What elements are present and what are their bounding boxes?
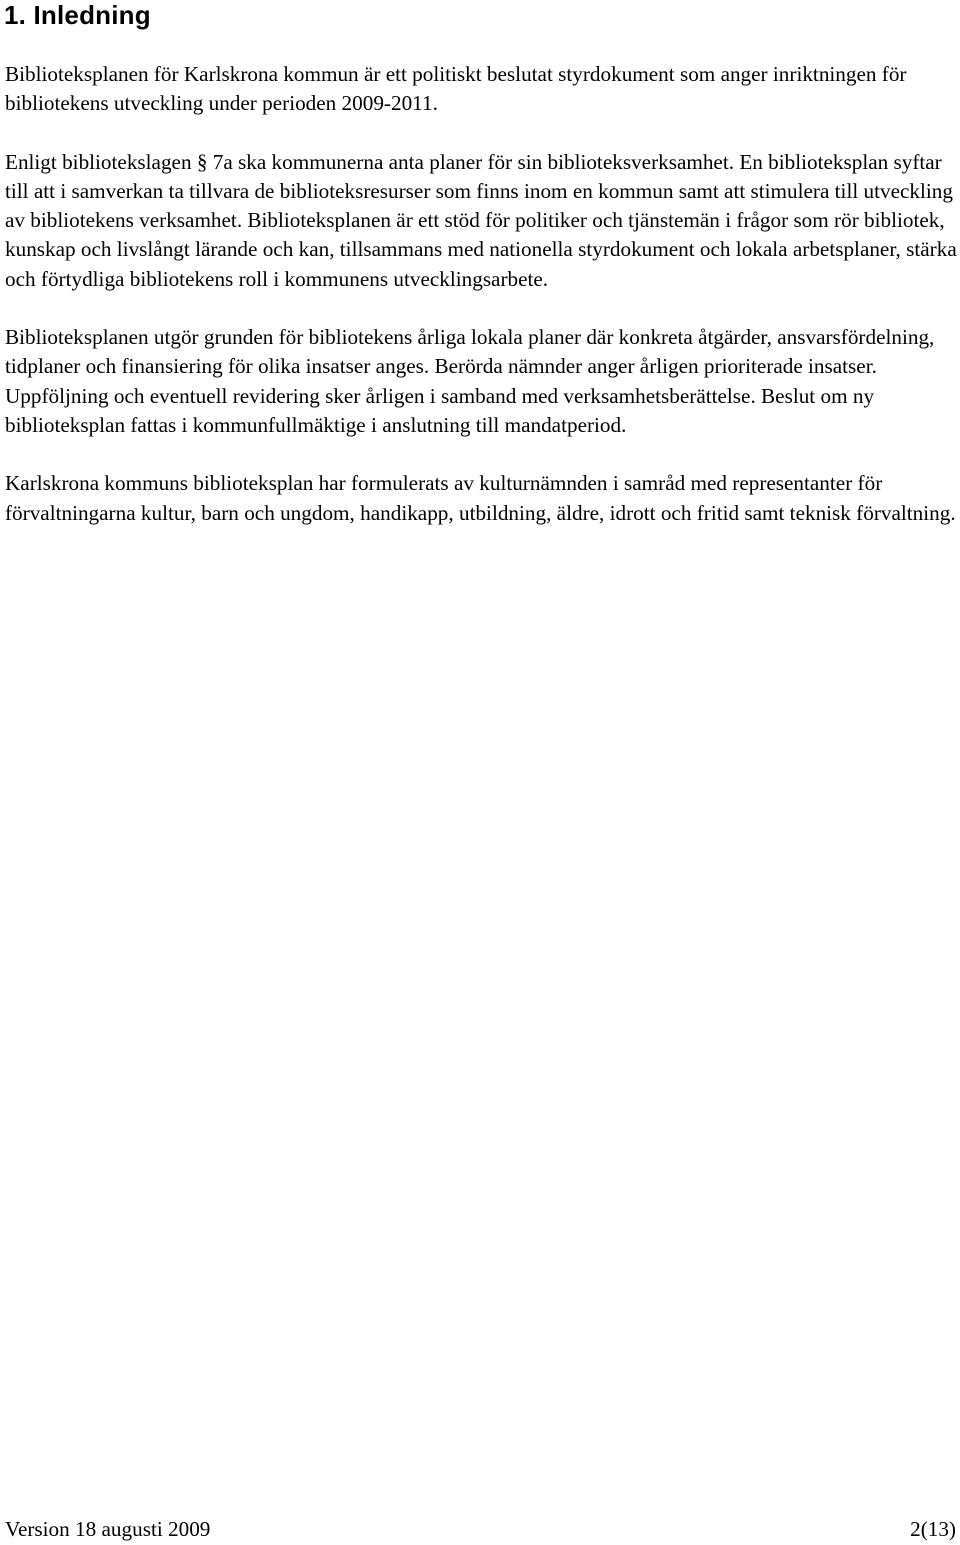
section-heading: 1. Inledning <box>4 0 151 30</box>
paragraph-library-law: Enligt bibliotekslagen § 7a ska kommunerna anta planer för sin biblioteksverksamhet. En biblioteksplan syftar till att i samverkan ta tillvara de biblioteksresurser som finns inom en kommun samt att stimulera till utveckling av bibliotekens verksamhet. Biblioteksplanen är ett stöd för politiker och tjänstemän i frågor som rör bibliotek, kunskap och livslångt lärande och kan, tillsammans med nationella styrdokument och lokala arbetsplaner, stärka och förtydliga bibliotekens roll i kommunens utvecklingsarbete. <box>5 149 957 291</box>
body-text <box>5 60 957 557</box>
paragraph-authors: Karlskrona kommuns biblioteksplan har formulerats av kulturnämnden i samråd med representanter för förvaltningarna kultur, barn och ungdom, handikapp, utbildning, äldre, idrott och fritid samt teknisk förvaltning. <box>5 471 956 525</box>
page-number: 2(13) <box>910 1517 956 1541</box>
paragraph-intro: Biblioteksplanen för Karlskrona kommun är ett politiskt beslutat styrdokument som anger inriktningen för bibliotekens utveckling under perioden 2009-2011. <box>5 62 907 116</box>
version-label: Version 18 augusti 2009 <box>5 1517 211 1541</box>
page-footer <box>5 1515 956 1545</box>
paragraph-annual-plans: Biblioteksplanen utgör grunden för bibliotekens årliga lokala planer där konkreta åtgärder, ansvarsfördelning, tidplaner och finansiering för olika insatser anges. Berörda nämnder anger årligen prioriterade insatser. Uppföljning och eventuell revidering sker årligen i samband med verksamhetsberättelse. Beslut om ny biblioteksplan fattas i kommunfullmäktige i anslutning till mandatperiod. <box>5 325 935 437</box>
